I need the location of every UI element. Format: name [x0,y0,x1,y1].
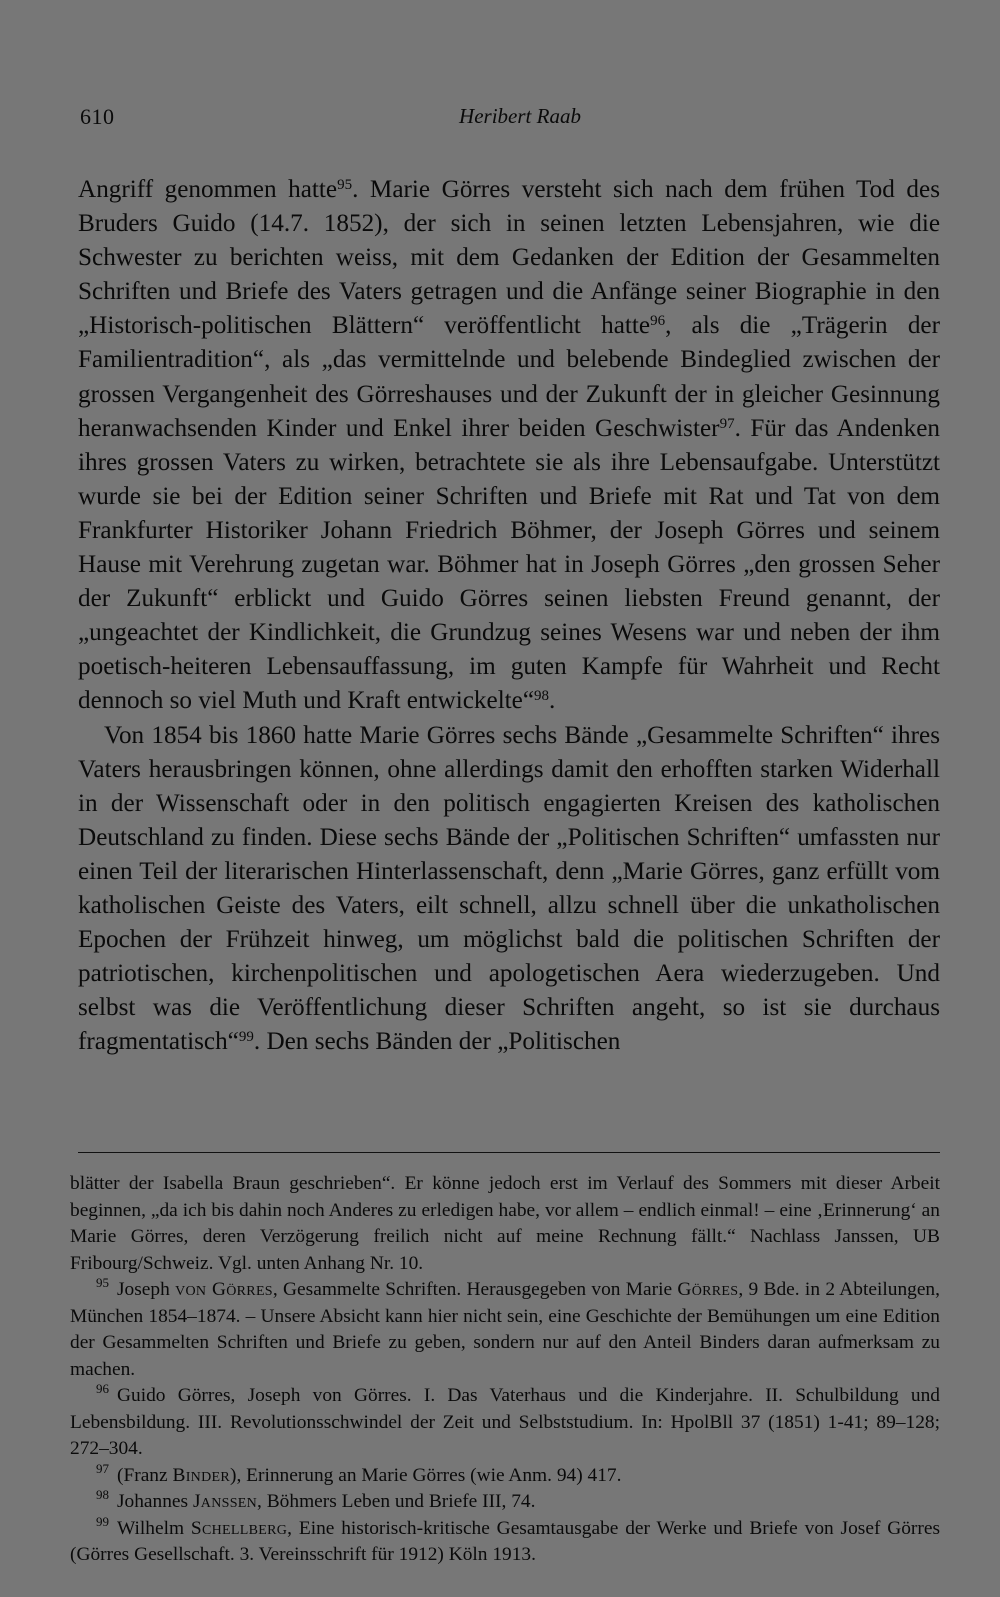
footnote-number: 99 [96,1513,109,1529]
footnote-number: 98 [96,1487,109,1503]
paragraph-2-text-1: Von 1854 bis 1860 hatte Marie Görres sechs Bände „Gesammelte Schriften“ ihres Vaters herausbringen können, ohne allerdings damit den erhofften starken Widerhall in der Wissenschaft oder in den politisch engagierten Kreisen des katholischen Deutschland zu finden. Diese sechs Bände der „Politischen Schriften“ umfassten nur einen Teil der literarischen Hinterlassenschaft, denn „Marie Görres, ganz erfüllt vom katholischen Geiste des Vaters, eilt schnell, allzu schnell über die unkatholischen Epochen der Frühzeit hinweg, um möglichst bald die politischen Schriften der patriotischen, kirchenpolitischen und apologetischen Aera wiederzugeben. Und selbst was die Veröffentlichung dieser Schriften angeht, so ist sie durchaus fragmentatisch“ [78,721,940,1056]
footnote-text: Johannes [117,1491,193,1512]
main-text [78,173,940,1059]
footnote-ref-99: 99 [238,1029,254,1046]
footnote-98 [70,1489,940,1516]
page-number: 610 [80,104,115,129]
page-header [80,104,920,138]
footnote-text: (Franz [117,1464,173,1486]
footnote-ref-95: 95 [337,176,353,193]
footnote-number: 97 [96,1460,109,1476]
author-name: Janssen [192,1491,258,1512]
footnote-text: , Eine historisch-kritische Gesamtausgabe der Werke und Briefe von Josef Görres (Görres Gesellschaft. 3. Vereinsschrift für 1912) Köln 1913. [70,1517,941,1565]
running-head-author: Heribert Raab [459,104,581,128]
paragraph-1-text-2: . Marie Görres versteht sich nach dem frühen Tod des Bruders Guido (14.7. 1852), der sich in seinen letzten Lebensjahren, wie die Schwester zu berichten weiss, mit dem Gedanken der Edition der Gesammelten Schriften und Briefe des Vaters getragen und die Anfänge seiner Biographie in den „Historisch-politischen Blättern“ veröffentlicht hatte [78,176,940,340]
footnotes [70,1171,940,1569]
footnote-ref-98: 98 [534,688,550,705]
paragraph-1 [78,173,940,719]
author-name: Binder [172,1464,230,1486]
author-name: von Görres [175,1279,273,1300]
footnote-text: , Gesammelte Schriften. Herausgegeben von Marie [272,1279,678,1300]
footnote-number: 95 [96,1275,109,1291]
footnote-text: , 9 Bde. in 2 Abteilungen, München 1854–1874. – Unsere Absicht kann hier nicht sein, eine Geschichte der Bemühungen um eine Edition der Gesammelten Schriften und Briefe zu geben, sondern nur auf den Anteil Binders daran aufmerksam zu machen. [70,1279,940,1380]
footnote-continuation: blätter der Isabella Braun geschrieben“. Er könne jedoch erst im Verlauf des Sommers mit dieser Arbeit beginnen, „da ich bis dahin noch Anderes zu erledigen habe, vor allem – endlich einmal! – eine ‚Erinnerung‘ an Marie Görres, deren Verzögerung freilich nicht auf meine Rechnung fällt.“ Nachlass Janssen, UB Fribourg/Schweiz. Vgl. unten Anhang Nr. 10. [70,1173,940,1274]
footnote-text: Guido Görres, Joseph von Görres. I. Das Vaterhaus und die Kinderjahre. II. Schulbildung und Lebensbildung. III. Revolutionsschwindel der Zeit und Selbststudium. In: HpolBll 37 (1851) 1-41; 89–128; 272–304. [70,1385,940,1459]
footnote-text: ), Erinnerung an Marie Görres (wie Anm. 94) 417. [229,1464,622,1486]
author-name: Schellberg [190,1517,288,1539]
footnote-ref-97: 97 [719,415,735,432]
paragraph-1-text-3: , als die „Trägerin der Familientradition“, als „das vermittelnde und belebende Bindeglied zwischen der grossen Vergangenheit des Görreshauses und der Zukunft der in gleicher Gesinnung heranwachsenden Kinder und Enkel ihrer beiden Geschwister [78,312,940,442]
footnote-96 [70,1383,940,1463]
footnote-ref-96: 96 [650,313,666,330]
author-name: Görres [677,1279,739,1300]
paragraph-1-text-4: . Für das Andenken ihres grossen Vaters zu wirken, betrachtete sie als ihre Lebensaufgabe. Unterstützt wurde sie bei der Edition seiner Schriften und Briefe mit Rat und Tat von dem Frankfurter Historiker Johann Friedrich Böhmer, der Joseph Görres und seinem Hause mit Verehrung zugetan war. Böhmer hat in Joseph Görres „den grossen Seher der Zukunft“ erblickt und Guido Görres seinen liebsten Freund genannt, der „ungeachtet der Kindlichkeit, die Grundzug seines Wesens war und neben der ihm poetisch-heiteren Lebensauffassung, im guten Kampfe für Wahrheit und Recht dennoch so viel Muth und Kraft entwickelte“ [78,414,940,715]
paragraph-2 [78,719,940,1060]
paragraph-2-text-2: . Den sechs Bänden der „Politischen [253,1028,621,1056]
footnote-97 [70,1460,940,1490]
footnote-text: , Böhmers Leben und Briefe III, 74. [257,1491,536,1512]
footnote-text: Joseph [117,1279,176,1300]
paragraph-1-text-5: . [549,687,556,715]
footnote-99 [70,1513,941,1569]
footnote-divider [78,1152,940,1153]
footnote-number: 96 [96,1381,109,1397]
paragraph-1-text-1: Angriff genommen hatte [78,176,338,203]
footnote-95 [70,1277,940,1383]
footnote-text: Wilhelm [117,1517,191,1539]
